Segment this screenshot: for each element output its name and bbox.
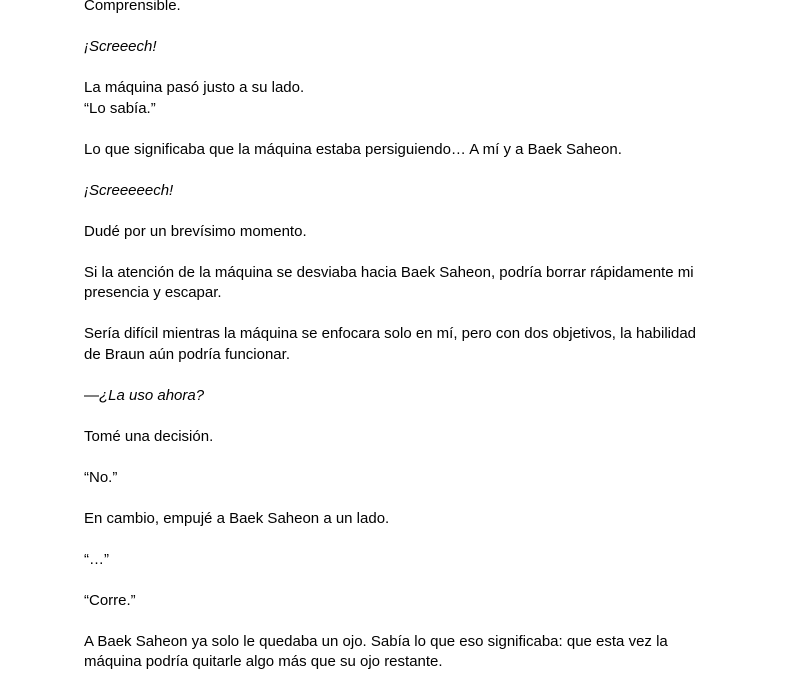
text-line: Lo que significaba que la máquina estaba persiguiendo… A mí y a Baek Saheon.: [84, 140, 622, 158]
text-line: Sería difícil mientras la máquina se enfocara solo en mí, pero con dos objetivos, la habilidad: [84, 325, 697, 342]
paragraph: [84, 591, 744, 612]
text-line: “Lo sabía.”: [84, 99, 156, 117]
paragraph: [84, 468, 744, 489]
text-line: de Braun aún podría funcionar.: [84, 345, 290, 363]
paragraph: [84, 263, 744, 304]
text-line: ¡Screeech!: [84, 38, 157, 55]
paragraph: [84, 0, 744, 17]
text-line: presencia y escapar.: [84, 284, 222, 301]
italic-text: ¿La uso ahora?: [99, 386, 205, 404]
paragraph: [84, 324, 744, 365]
paragraph: [84, 632, 744, 673]
text-line: [84, 386, 744, 407]
text-line: La máquina pasó justo a su lado.: [84, 79, 305, 96]
text-line: A Baek Saheon ya solo le quedaba un ojo. Sabía lo que eso significaba: que esta vez la: [84, 632, 668, 650]
document-body: [84, 0, 744, 693]
paragraph: [84, 78, 744, 119]
paragraph-dialogue: [84, 386, 744, 407]
text-line: máquina podría quitarle algo más que su ojo restante.: [84, 653, 443, 670]
text-line: ¡Screeeeech!: [84, 181, 174, 199]
text-line: Tomé una decisión.: [84, 427, 214, 445]
text-line: “Corre.”: [84, 591, 136, 609]
paragraph: [84, 140, 744, 161]
text-line: “No.”: [84, 468, 118, 486]
paragraph: [84, 427, 744, 448]
text-line: Si la atención de la máquina se desviaba hacia Baek Saheon, podría borrar rápidamente mi: [84, 263, 694, 281]
em-dash: —: [84, 386, 99, 404]
text-line: En cambio, empujé a Baek Saheon a un lado.: [84, 509, 390, 527]
paragraph: [84, 550, 744, 571]
paragraph-italic: [84, 181, 744, 202]
paragraph-italic: [84, 37, 744, 58]
text-line: Comprensible.: [84, 0, 181, 14]
paragraph: [84, 509, 744, 530]
text-line: Dudé por un brevísimo momento.: [84, 222, 307, 240]
text-line: “…”: [84, 550, 109, 568]
paragraph: [84, 222, 744, 243]
